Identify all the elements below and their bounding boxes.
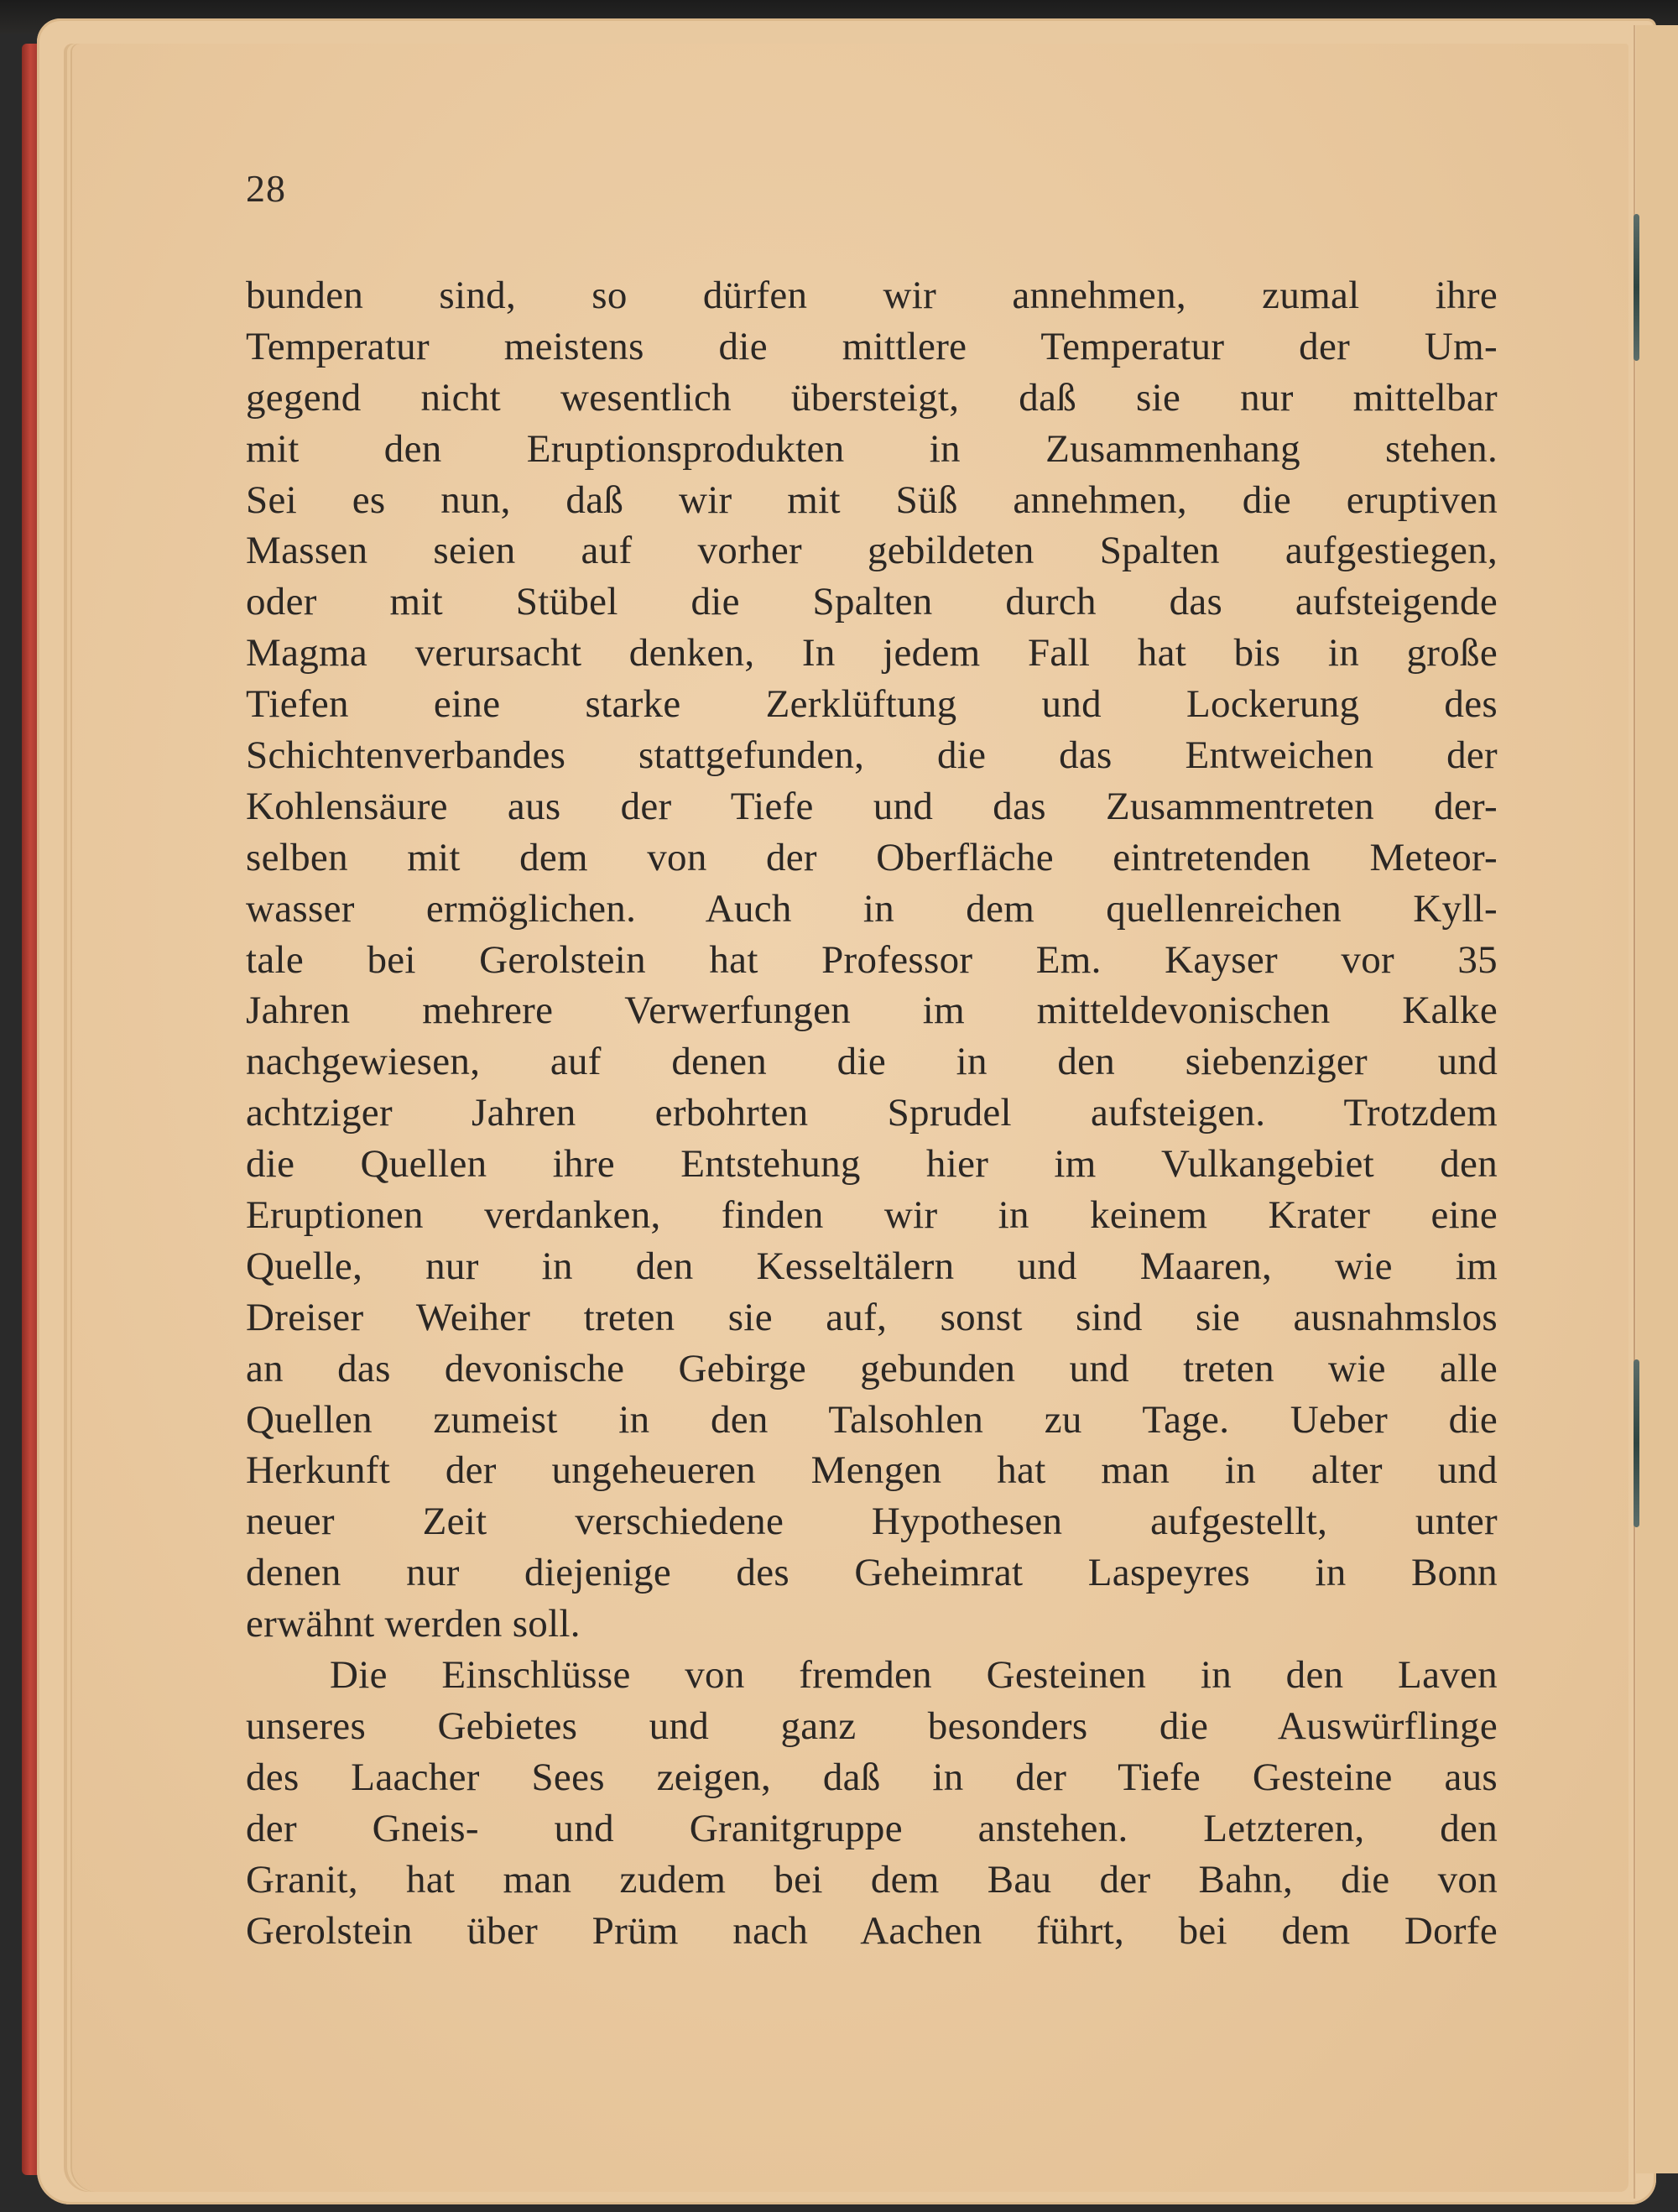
text-line: gegend nicht wesentlich übersteigt, daß sie nur mittelbar: [246, 375, 1498, 420]
text-line: die Quellen ihre Entstehung hier im Vulkangebiet den: [246, 1142, 1498, 1187]
book-cover-edge: [22, 44, 39, 2175]
facing-page-edge: [1636, 25, 1678, 2173]
text-line: unseres Gebietes und ganz besonders die Auswürflinge: [246, 1703, 1498, 1748]
text-line: Quellen zumeist in den Talsohlen zu Tage. Ueber die: [246, 1397, 1498, 1442]
text-line: Kohlensäure aus der Tiefe und das Zusammentreten der-: [246, 784, 1498, 828]
text-line: denen nur diejenige des Geheimrat Laspeyres in Bonn: [246, 1551, 1498, 1595]
text-line: der Gneis- und Granitgruppe anstehen. Letzteren, den: [246, 1806, 1498, 1850]
text-line: Dreiser Weiher treten sie auf, sonst sind sie ausnahmslos: [246, 1295, 1498, 1339]
text-line: Die Einschlüsse von fremden Gesteinen in den Laven: [330, 1653, 1498, 1698]
page-number: 28: [246, 167, 286, 210]
text-line: achtziger Jahren erbohrten Sprudel aufsteigen. Trotzdem: [246, 1091, 1498, 1135]
text-line: erwähnt werden soll.: [246, 1602, 581, 1646]
text-line: an das devonische Gebirge gebunden und treten wie alle: [246, 1346, 1498, 1390]
text-line: Jahren mehrere Verwerfungen im mitteldevonischen Kalke: [246, 989, 1498, 1033]
text-line: Granit, hat man zudem bei dem Bau der Bahn, die von: [246, 1857, 1498, 1902]
text-line: Quelle, nur in den Kesseltälern und Maaren, wie im: [246, 1244, 1498, 1288]
text-line: Eruptionen verdanken, finden wir in keinem Krater eine: [246, 1193, 1498, 1238]
text-line: Gerolstein über Prüm nach Aachen führt, bei dem Dorfe: [246, 1908, 1498, 1953]
text-line: Massen seien auf vorher gebildeten Spalten aufgestiegen,: [246, 529, 1498, 573]
text-line: neuer Zeit verschiedene Hypothesen aufgestellt, unter: [246, 1500, 1498, 1544]
text-line: mit den Eruptionsprodukten in Zusammenhang stehen.: [246, 426, 1498, 471]
text-line: oder mit Stübel die Spalten durch das aufsteigende: [246, 580, 1498, 624]
binding-thread-mark: [1634, 1359, 1639, 1527]
text-line: Magma verursacht denken, In jedem Fall hat bis in große: [246, 631, 1498, 676]
body-text: [246, 270, 1498, 1956]
text-line: Temperatur meistens die mittlere Temperatur der Um-: [246, 324, 1498, 368]
text-line: Schichtenverbandes stattgefunden, die das Entweichen der: [246, 733, 1498, 778]
text-line: Herkunft der ungeheueren Mengen hat man in alter und: [246, 1448, 1498, 1493]
text-line: wasser ermöglichen. Auch in dem quellenreichen Kyll-: [246, 886, 1498, 931]
text-line: Sei es nun, daß wir mit Süß annehmen, die eruptiven: [246, 477, 1498, 522]
text-line: nachgewiesen, auf denen die in den siebenziger und: [246, 1040, 1498, 1084]
binding-thread-mark: [1634, 214, 1639, 361]
text-line: bunden sind, so dürfen wir annehmen, zumal ihre: [246, 274, 1498, 317]
text-line: Tiefen eine starke Zerklüftung und Lockerung des: [246, 682, 1498, 727]
text-line: tale bei Gerolstein hat Professor Em. Kayser vor 35: [246, 937, 1498, 982]
text-line: des Laacher Sees zeigen, daß in der Tiefe Gesteine aus: [246, 1755, 1498, 1799]
text-line: selben mit dem von der Oberfläche eintretenden Meteor-: [246, 835, 1498, 879]
